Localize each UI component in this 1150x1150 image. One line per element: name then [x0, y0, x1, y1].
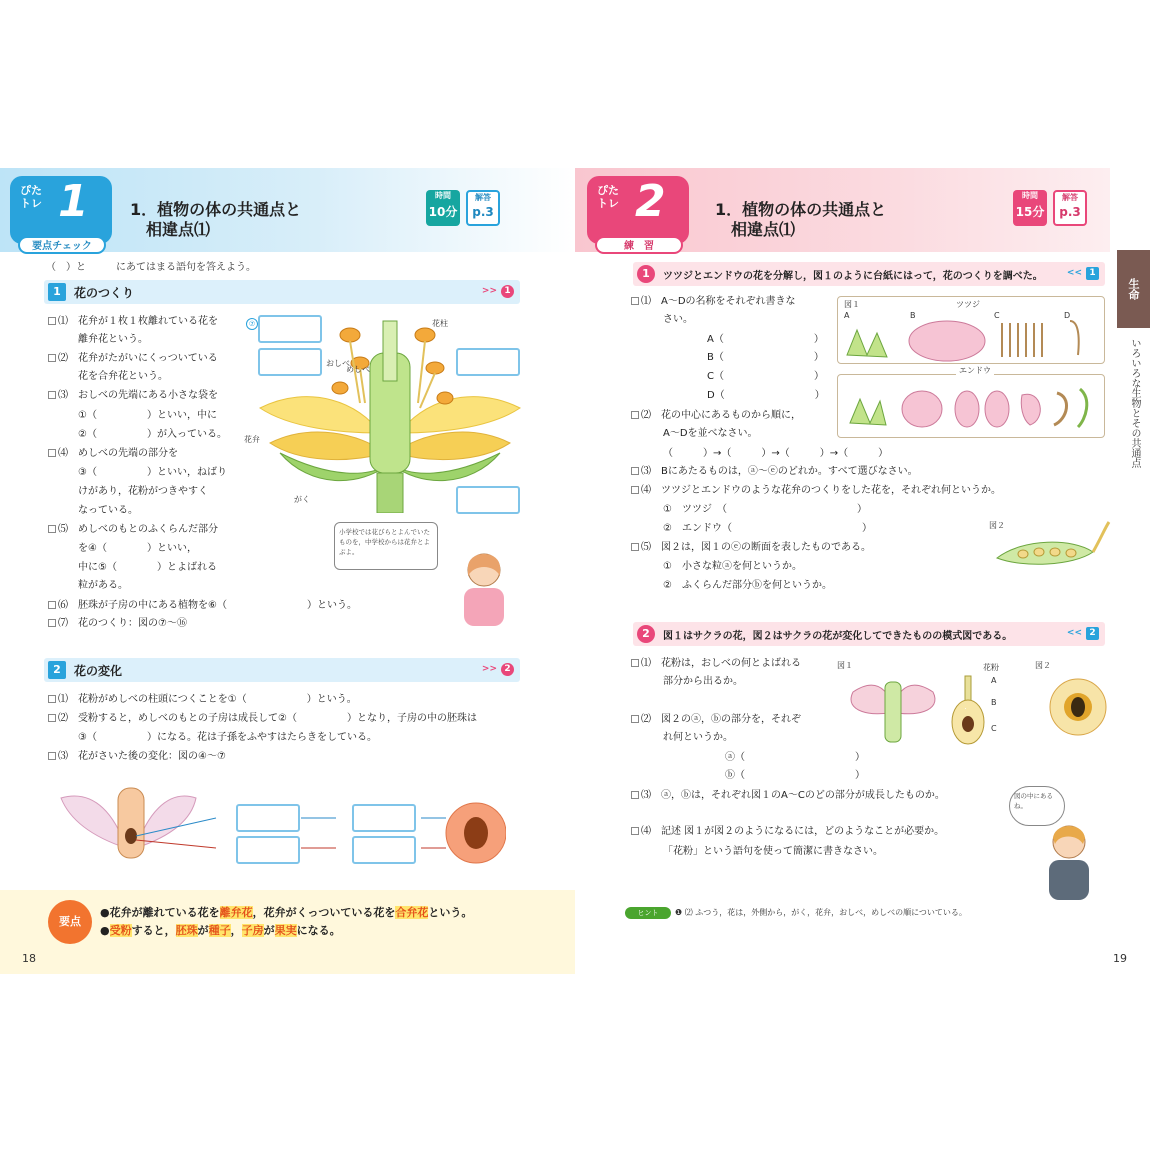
student-character — [1029, 820, 1109, 900]
question-line — [707, 367, 824, 386]
answer-box[interactable] — [352, 804, 416, 832]
label-sepal: がく — [294, 495, 310, 504]
label-b: B — [991, 698, 997, 707]
question-text: ⑺ 花のつくり：図の⑦〜⑯ — [58, 618, 187, 629]
checkbox[interactable] — [48, 449, 56, 457]
answer-box[interactable] — [236, 804, 300, 832]
section-flower-change — [44, 658, 520, 682]
checkbox[interactable] — [631, 467, 639, 475]
question-ref[interactable] — [1067, 627, 1099, 640]
question-line — [48, 614, 187, 633]
time-label: 時間 — [1022, 191, 1038, 200]
question-text: ⑴ A〜Dの名称をそれぞれ書きな — [641, 296, 796, 307]
question-title: 図１はサクラの花，図２はサクラの花が変化してできたものの模式図である。 — [663, 631, 1013, 642]
section-ref[interactable] — [482, 663, 514, 676]
checkbox[interactable] — [48, 714, 56, 722]
question-text: ⑷ ツツジとエンドウのような花弁のつくりをした花を，それぞれ何というか。 — [641, 485, 1001, 496]
checkbox[interactable] — [48, 354, 56, 362]
question-text: ⑶ 花がさいた後の変化：図の④〜⑦ — [58, 751, 226, 762]
question-text: ⓐ（ ） — [725, 752, 865, 763]
question-text: ② ふくらんだ部分ⓑを何というか。 — [663, 580, 832, 591]
question-text: ⑵ 受粉すると，めしべのもとの子房は成長して②（ ）となり，子房の中の胚珠は — [58, 713, 477, 724]
figure-1-endou — [837, 366, 1105, 438]
question-text: 離弁花という。 — [78, 334, 148, 345]
badge-number: 1 — [58, 176, 89, 227]
badge-subtitle: 練 習 — [595, 236, 683, 254]
section-title: 花の変化 — [74, 664, 123, 678]
lesson-badge — [10, 176, 112, 252]
time-value: 10分 — [428, 205, 458, 219]
question-text: A〜Dを並べなさい。 — [663, 428, 758, 439]
key-text: が — [263, 924, 275, 937]
question-text: ⓑ（ ） — [725, 770, 865, 781]
question-text: C（ ） — [707, 371, 824, 382]
question-line — [631, 786, 945, 805]
question-line — [631, 710, 801, 729]
checkbox[interactable] — [48, 752, 56, 760]
section-number: 1 — [48, 283, 66, 301]
key-line-1 — [100, 904, 472, 920]
key-highlight: 胚珠 — [175, 924, 198, 937]
tip-bubble: 図の中にあるね。 — [1009, 786, 1065, 826]
hint-bar — [625, 904, 1085, 922]
label-pistil: めしべ — [346, 365, 370, 374]
ref-arrow: << — [1066, 628, 1082, 638]
key-badge: 要点 — [48, 900, 92, 944]
unit-title-line2: 相違点⑴ — [146, 220, 211, 239]
figure-label: 図１ — [844, 300, 860, 309]
question-text: A（ ） — [707, 334, 824, 345]
question-line — [48, 444, 178, 463]
question-line — [78, 576, 128, 595]
question-line — [78, 406, 217, 425]
right-header — [575, 168, 1110, 252]
question-line — [707, 386, 825, 405]
question-line — [663, 500, 867, 519]
question-line — [78, 330, 148, 349]
question-text: ⑷ めしべの先端の部分を — [58, 448, 178, 459]
question-line — [663, 444, 888, 463]
teacher-character — [448, 546, 522, 626]
ref-number: 2 — [1086, 627, 1099, 640]
question-text: なっている。 — [78, 505, 138, 516]
page-number: 19 — [1113, 952, 1127, 965]
question-text: 粒がある。 — [78, 580, 128, 591]
question-text: ⑶ Bにあたるものは，ⓐ〜ⓔのどれか。すべて選びなさい。 — [641, 466, 918, 477]
question-line — [663, 576, 832, 595]
time-label: 時間 — [435, 191, 451, 200]
question-text: ⑴ 花弁が１枚１枚離れている花を — [58, 316, 218, 327]
question-line — [631, 822, 944, 841]
key-text: すると， — [131, 924, 176, 937]
question-text: ① 小さな粒ⓐを何というか。 — [663, 561, 802, 572]
key-text: ● — [100, 924, 110, 937]
hint-text: ❶ ⑵ ふつう，花は，外側から，がく，花弁，おしべ，めしべの順についている。 — [675, 908, 967, 917]
label-marker: ⑦ — [246, 318, 258, 330]
checkbox[interactable] — [631, 659, 639, 667]
checkbox[interactable] — [48, 317, 56, 325]
question-line — [78, 367, 168, 386]
question-text: 中に⑤（ ）とよばれる — [78, 562, 217, 573]
ref-number: 1 — [1086, 267, 1099, 280]
question-text: ⑹ 胚珠が子房の中にある植物を⑥（ ）という。 — [58, 600, 357, 611]
question-line — [631, 481, 1001, 500]
question-line — [48, 690, 357, 709]
question-text: ⑴ 花粉がめしべの柱頭につくことを①（ ）という。 — [58, 694, 357, 705]
question-text: ⑵ 図２のⓐ，ⓑの部分を，それぞ — [641, 714, 801, 725]
left-page — [0, 168, 575, 980]
label-a: A — [991, 676, 997, 685]
figure-caption: ツツジ — [956, 300, 980, 309]
question-line — [631, 462, 918, 481]
key-text: という。 — [428, 906, 473, 919]
question-line — [663, 519, 872, 538]
instruction: （ ）と にあてはまる語句を答えよう。 — [46, 262, 256, 273]
question-line — [663, 557, 802, 576]
time-value: 15分 — [1015, 205, 1045, 219]
endou-parts-illustration — [842, 379, 1102, 435]
ref-arrow: << — [1066, 268, 1082, 278]
question-line — [78, 539, 197, 558]
question-text: （ ）→（ ）→（ ）→（ ） — [663, 448, 889, 459]
label-c: C — [991, 724, 997, 733]
question-text: けがあり，花粉がつきやすく — [78, 486, 208, 497]
key-highlight: 合弁花 — [395, 906, 429, 919]
ref-arrow: >> — [481, 286, 497, 296]
answer-box[interactable] — [456, 486, 520, 514]
answer-box[interactable] — [352, 836, 416, 864]
answer-badge — [466, 190, 500, 226]
answer-value: p.3 — [1059, 205, 1081, 219]
tsutsuji-parts-illustration — [842, 315, 1102, 363]
badge-chars: ぴた トレ — [597, 184, 619, 210]
unit-title — [715, 200, 886, 240]
part-c-label: C — [994, 311, 1000, 320]
unit-title-line1: 1．植物の体の共通点と — [130, 200, 302, 219]
part-d-label: D — [1064, 311, 1071, 320]
question-text: ⑸ 図２は，図１のⓔの断面を表したものである。 — [641, 542, 871, 553]
answer-box[interactable] — [456, 348, 520, 376]
question-text: ⑷ 記述 図１が図２のようになるには，どのようなことが必要か。 — [641, 826, 945, 837]
flower-illustration — [250, 313, 530, 513]
section-flower-structure — [44, 280, 520, 304]
checkbox[interactable] — [48, 619, 56, 627]
key-text: ， — [230, 924, 242, 937]
section-number: 2 — [48, 661, 66, 679]
unit-title-line2: 相違点⑴ — [731, 220, 796, 239]
checkbox[interactable] — [631, 791, 639, 799]
speech-bubble: 小学校では花びらとよんでいたものを，中学校からは花弁とよぶよ。 — [334, 522, 438, 570]
question-text: ⑶ おしべの先端にある小さな袋を — [58, 390, 218, 401]
right-page — [575, 168, 1150, 980]
question-text: ⑸ めしべのもとのふくらんだ部分 — [58, 524, 218, 535]
page-number: 18 — [22, 952, 36, 965]
question-text: 「花粉」という語句を使って簡潔に書きなさい。 — [663, 846, 883, 857]
question-title: ツツジとエンドウの花を分解し，図１のように台紙にはって，花のつくりを調べた。 — [663, 271, 1043, 282]
question-text: B（ ） — [707, 352, 824, 363]
key-highlight: 離弁花 — [219, 906, 253, 919]
question-line — [48, 709, 477, 728]
question-text: ⑵ 花弁がたがいにくっついている — [58, 353, 218, 364]
question-line — [48, 747, 226, 766]
question-line — [707, 348, 824, 367]
question-line — [78, 425, 227, 444]
question-line — [663, 424, 758, 443]
question-text: 花を合弁花という。 — [78, 371, 168, 382]
question-text: ②（ ）が入っている。 — [78, 429, 227, 440]
sidebar-text: いろいろな生物とその共通点 — [1129, 338, 1140, 468]
part-b-label: B — [910, 311, 916, 320]
key-line-2 — [100, 922, 341, 938]
question-line — [78, 463, 227, 482]
checkbox[interactable] — [631, 297, 639, 305]
question-text: ③（ ）といい，ねばり — [78, 467, 227, 478]
unit-title-line1: 1．植物の体の共通点と — [715, 200, 887, 219]
question-1-header — [633, 262, 1105, 286]
hint-tag: ヒント — [625, 907, 671, 919]
left-header — [0, 168, 575, 252]
question-line — [707, 330, 824, 349]
badge-number: 2 — [635, 176, 666, 227]
part-a-label: A — [844, 311, 850, 320]
ref-number: 2 — [501, 663, 514, 676]
key-text: ●花弁が離れている花を — [100, 906, 220, 919]
question-line — [48, 596, 357, 615]
question-text: ⑴ 花粉は，おしべの何とよばれる — [641, 658, 801, 669]
key-highlight: 種子 — [208, 924, 231, 937]
checkbox[interactable] — [48, 695, 56, 703]
question-text: れ何というか。 — [663, 732, 733, 743]
label-stigma: 花柱 — [432, 319, 448, 328]
key-highlight: 子房 — [241, 924, 264, 937]
answer-box[interactable] — [258, 348, 322, 376]
question-ref[interactable] — [1067, 267, 1099, 280]
checkbox[interactable] — [48, 391, 56, 399]
question-text: を④（ ）といい， — [78, 543, 197, 554]
answer-box[interactable] — [258, 315, 322, 343]
time-badge — [426, 190, 460, 226]
question-line — [48, 312, 218, 331]
question-text: さい。 — [663, 314, 693, 325]
key-points — [0, 890, 575, 974]
checkbox[interactable] — [48, 525, 56, 533]
checkbox[interactable] — [631, 715, 639, 723]
unit-title — [130, 200, 301, 240]
label-petal: 花弁 — [244, 435, 260, 444]
question-number: 2 — [637, 625, 655, 643]
question-2-header — [633, 622, 1105, 646]
section-title: 花のつくり — [74, 286, 135, 300]
label-pollen: 花粉 — [983, 663, 999, 672]
checkbox[interactable] — [631, 827, 639, 835]
key-text: になる。 — [296, 924, 341, 937]
key-text: ，花弁がくっついている花を — [252, 906, 396, 919]
answer-badge — [1053, 190, 1087, 226]
sidebar-tab[interactable]: 生命 — [1117, 250, 1150, 328]
key-text: が — [197, 924, 209, 937]
answer-box[interactable] — [236, 836, 300, 864]
section-ref[interactable] — [482, 285, 514, 298]
question-line — [48, 520, 218, 539]
answer-value: p.3 — [472, 205, 494, 219]
question-line — [663, 842, 883, 861]
question-line — [48, 386, 218, 405]
figure-label: 図２ — [1035, 661, 1051, 670]
question-number: 1 — [637, 265, 655, 283]
label-stamen: おしべ — [326, 359, 350, 368]
answer-label: 解答 — [475, 193, 491, 202]
question-line — [78, 558, 217, 577]
question-line — [631, 654, 801, 673]
question-text: 部分から出るか。 — [663, 676, 743, 687]
key-highlight: 果実 — [274, 924, 297, 937]
checkbox[interactable] — [631, 543, 639, 551]
question-text: ① ツツジ （ ） — [663, 504, 867, 515]
checkbox[interactable] — [631, 411, 639, 419]
question-text: ② エンドウ（ ） — [663, 523, 872, 534]
pea-pod-illustration — [993, 518, 1111, 578]
checkbox[interactable] — [48, 601, 56, 609]
ref-number: 1 — [501, 285, 514, 298]
key-highlight: 受粉 — [109, 924, 132, 937]
question-text: ③（ ）になる。花は子孫をふやすはたらきをしている。 — [78, 732, 377, 743]
answer-label: 解答 — [1062, 193, 1078, 202]
question-line — [631, 538, 871, 557]
question-line — [631, 406, 801, 425]
question-line — [663, 672, 743, 691]
badge-subtitle: 要点チェック — [18, 236, 106, 254]
question-line — [663, 728, 733, 747]
question-line — [631, 292, 796, 311]
question-text: ①（ ）といい，中に — [78, 410, 217, 421]
figure-1-tsutsuji — [837, 296, 1105, 364]
figure-label: 図１ — [837, 661, 853, 670]
question-line — [78, 482, 208, 501]
lesson-badge — [587, 176, 689, 252]
time-badge — [1013, 190, 1047, 226]
checkbox[interactable] — [631, 486, 639, 494]
spacer — [965, 708, 966, 709]
question-line — [48, 349, 218, 368]
question-text: D（ ） — [707, 390, 825, 401]
badge-chars: ぴた トレ — [20, 184, 42, 210]
question-text: ⑶ ⓐ，ⓑは，それぞれ図１のA〜Cのどの部分が成長したものか。 — [641, 790, 945, 801]
figure-caption: エンドウ — [956, 365, 994, 376]
figure-label: 図２ — [989, 521, 1005, 530]
question-line — [78, 501, 138, 520]
question-line — [725, 766, 865, 785]
question-line — [78, 728, 377, 747]
ref-arrow: >> — [481, 664, 497, 674]
sakura-illustration — [833, 662, 1123, 762]
question-text: ⑵ 花の中心にあるものから順に， — [641, 410, 801, 421]
question-line — [663, 310, 693, 329]
